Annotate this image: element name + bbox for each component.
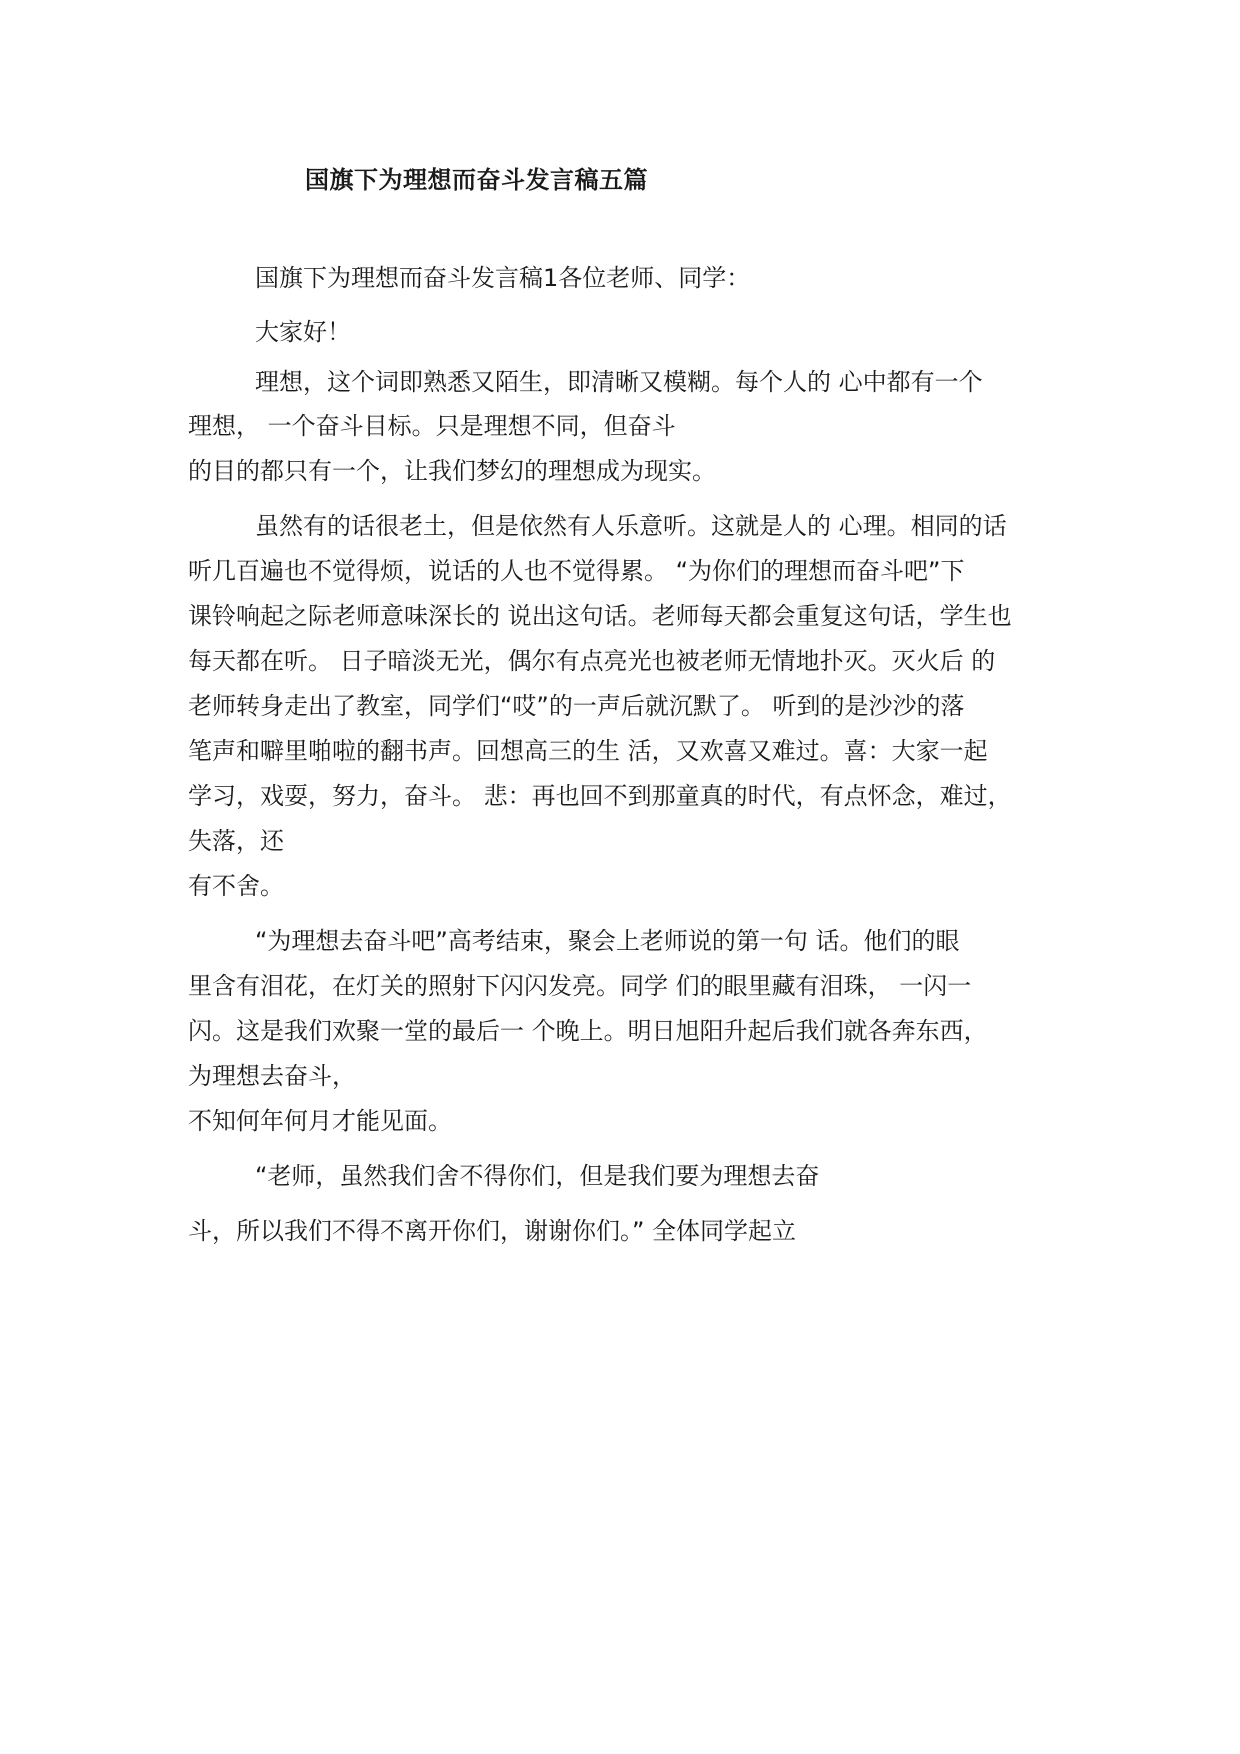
text-line: 老师转身走出了教室，同学们“哎”的一声后就沉默了。 听到的是沙沙的落: [188, 692, 965, 720]
text-line: 国旗下为理想而奋斗发言稿1各位老师、同学：: [255, 264, 751, 292]
text-line: 理想，这个词即熟悉又陌生，即清晰又模糊。每个人的 心中都有一个: [255, 368, 983, 396]
text-line: 学习，戏耍，努力，奋斗。 悲：再也回不到那童真的时代，有点怀念，难过，: [188, 782, 1012, 810]
text-line: 课铃响起之际老师意味深长的 说出这句话。老师每天都会重复这句话，学生也: [188, 602, 1012, 630]
text-line: 笔声和噼里啪啦的翻书声。回想高三的生 活，又欢喜又难过。喜：大家一起: [188, 737, 988, 765]
text-line: 斗，所以我们不得不离开你们，谢谢你们。” 全体同学起立: [188, 1217, 797, 1245]
text-line: 有不舍。: [188, 872, 284, 900]
text-line: “老师，虽然我们舍不得你们，但是我们要为理想去奋: [255, 1162, 820, 1190]
text-line: “为理想去奋斗吧”高考结束，聚会上老师说的第一句 话。他们的眼: [255, 927, 960, 955]
text-line: 听几百遍也不觉得烦，说话的人也不觉得累。 “为你们的理想而奋斗吧”下: [188, 557, 965, 585]
text-line: 每天都在听。 日子暗淡无光，偶尔有点亮光也被老师无情地扑灭。灭火后 的: [188, 647, 996, 675]
text-line: 理想， 一个奋斗目标。只是理想不同，但奋斗: [188, 412, 676, 440]
text-line: 里含有泪花，在灯关的照射下闪闪发亮。同学 们的眼里藏有泪珠， 一闪一: [188, 972, 972, 1000]
text-line: 为理想去奋斗，: [188, 1062, 356, 1090]
document-title: 国旗下为理想而奋斗发言稿五篇: [305, 166, 648, 194]
text-line: 失落，还: [188, 827, 284, 855]
text-line: 大家好！: [255, 318, 351, 346]
text-line: 虽然有的话很老土，但是依然有人乐意听。这就是人的 心理。相同的话: [255, 512, 1007, 540]
text-line: 的目的都只有一个，让我们梦幻的理想成为现实。: [188, 457, 716, 485]
text-line: 闪。这是我们欢聚一堂的最后一 个晚上。明日旭阳升起后我们就各奔东西，: [188, 1017, 988, 1045]
text-line: 不知何年何月才能见面。: [188, 1107, 452, 1135]
